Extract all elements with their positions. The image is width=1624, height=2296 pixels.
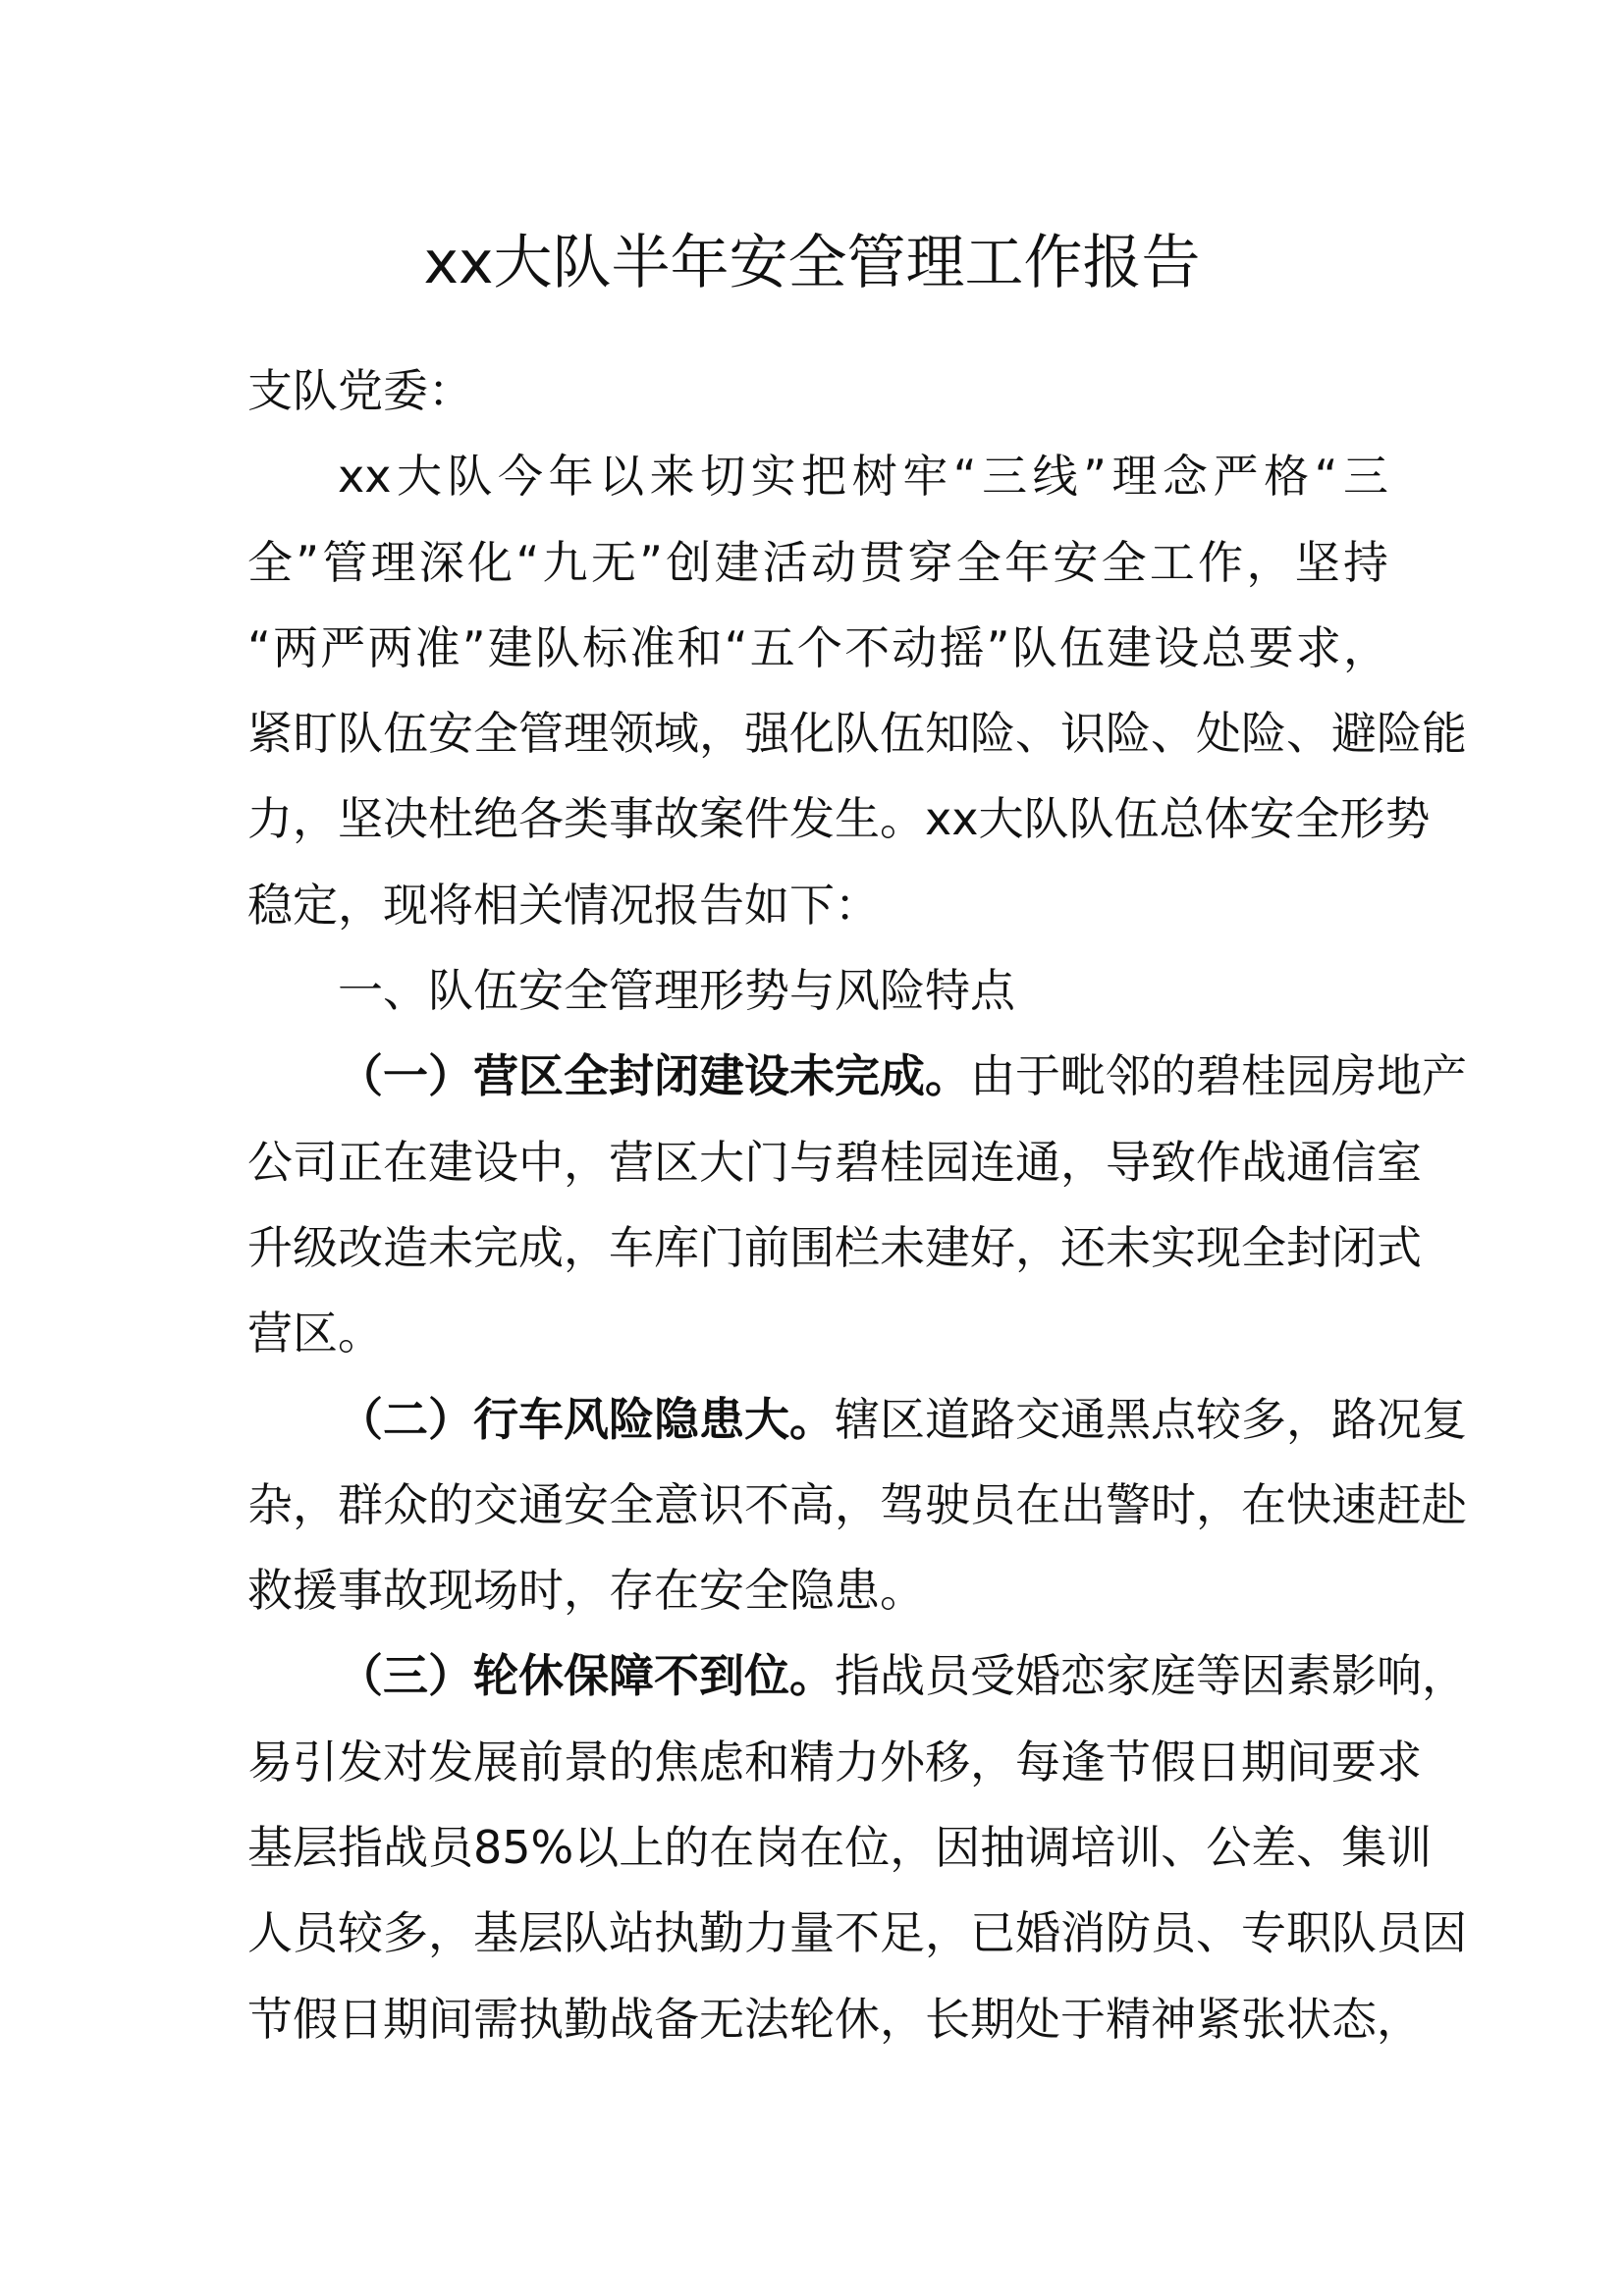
intro-paragraph — [247, 434, 1467, 948]
item-text: 辖区道路交通黑点较多，路况复 — [835, 1392, 1467, 1446]
paragraph-line: 节假日期间需执勤战备无法轮休，长期处于精神紧张状态， — [247, 1992, 1422, 2046]
paragraph-line: 基层指战员85%以上的在岗在位，因抽调培训、公差、集训 — [247, 1821, 1433, 1875]
item-3-paragraph — [247, 1633, 1467, 2061]
item-2-paragraph — [247, 1377, 1467, 1634]
paragraph-line: 紧盯队伍安全管理领域，强化队伍知险、识险、处险、避险能 — [247, 707, 1467, 761]
paragraph-line: 全”管理深化“九无”创建活动贯穿全年安全工作，坚持 — [247, 535, 1388, 589]
paragraph-line: 营区。 — [247, 1307, 383, 1361]
paragraph-line: “两严两准”建队标准和“五个不动摇”队伍建设总要求， — [247, 620, 1388, 674]
paragraph-line: 杂，群众的交通安全意识不高，驾驶员在出警时，在快速赶赴 — [247, 1477, 1467, 1531]
document-title: xx大队半年安全管理工作报告 — [423, 229, 1201, 297]
paragraph-line: 升级改造未完成，车库门前围栏未建好，还未实现全封闭式 — [247, 1220, 1422, 1274]
paragraph-line: 易引发对发展前景的焦虑和精力外移，每逢节假日期间要求 — [247, 1735, 1422, 1789]
document-body — [247, 348, 1467, 2062]
paragraph-line: 力，坚决杜绝各类事故案件发生。xx大队队伍总体安全形势 — [247, 792, 1431, 846]
paragraph-line: 人员较多，基层队站执勤力量不足，已婚消防员、专职队员因 — [247, 1906, 1467, 1960]
item-heading: （一）营区全封闭建设未完成。 — [338, 1049, 970, 1103]
item-heading: （二）行车风险隐患大。 — [338, 1392, 835, 1446]
item-text: 指战员受婚恋家庭等因素影响， — [835, 1649, 1467, 1703]
salutation: 支队党委： — [247, 364, 473, 417]
section-heading: 一、队伍安全管理形势与风险特点 — [338, 964, 1015, 1018]
item-1-paragraph — [247, 1034, 1467, 1376]
item-text: 由于毗邻的碧桂园房地产 — [970, 1049, 1467, 1103]
paragraph-line — [247, 1377, 1467, 1463]
paragraph-line: 救援事故现场时，存在安全隐患。 — [247, 1564, 925, 1618]
paragraph-line: xx大队今年以来切实把树牢“三线”理念严格“三 — [338, 450, 1388, 504]
item-heading: （三）轮休保障不到位。 — [338, 1649, 835, 1703]
paragraph-line — [247, 1034, 1467, 1119]
paragraph-line: 公司正在建设中，营区大门与碧桂园连通，导致作战通信室 — [247, 1135, 1422, 1189]
paragraph-line: 稳定，现将相关情况报告如下： — [247, 878, 880, 932]
paragraph-line — [247, 1633, 1467, 1719]
